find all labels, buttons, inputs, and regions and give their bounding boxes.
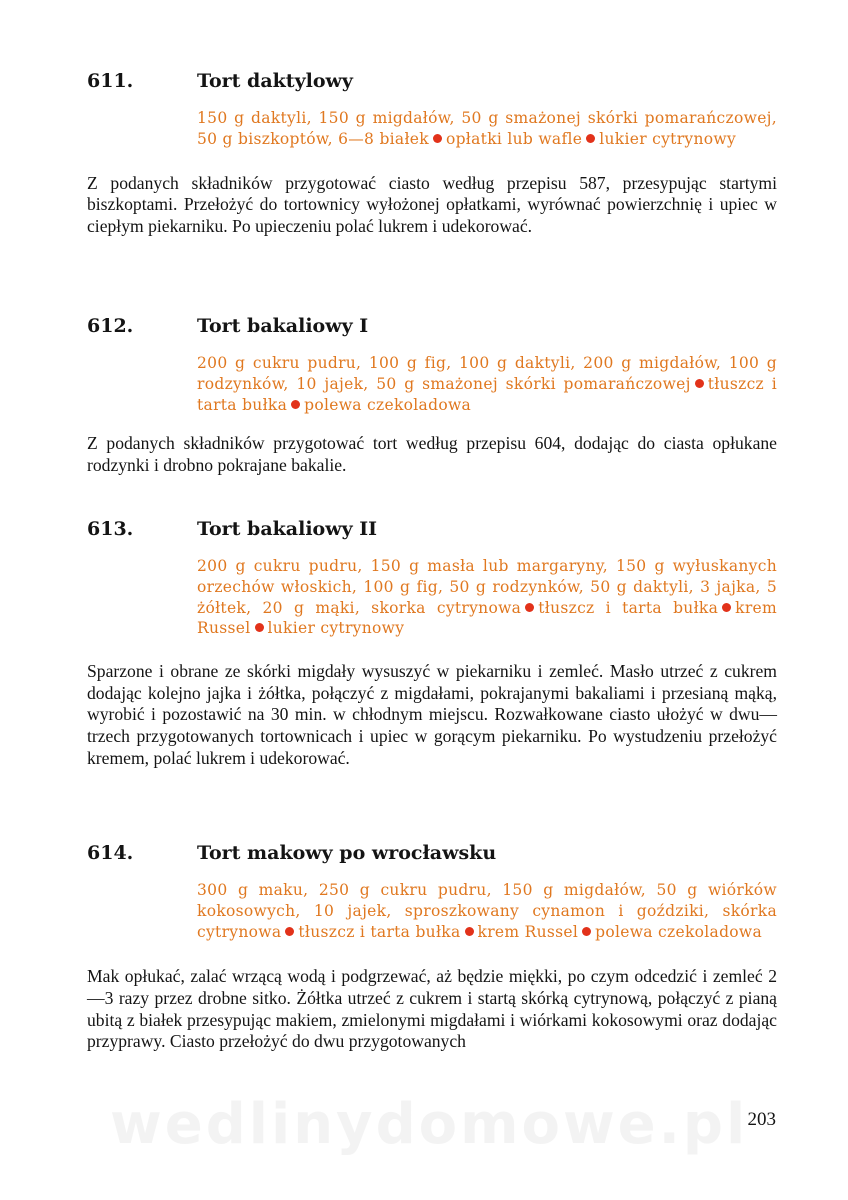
recipe-heading bbox=[87, 840, 777, 870]
bullet-icon bbox=[255, 623, 264, 632]
recipe-title: Tort bakaliowy I bbox=[197, 315, 369, 337]
bullet-icon bbox=[695, 379, 704, 388]
bullet-icon bbox=[525, 603, 534, 612]
ingredient-group: lukier cytrynowy bbox=[599, 129, 737, 148]
ingredients-list bbox=[197, 353, 777, 415]
instructions-paragraph: Z podanych składników przygotować ciasto według przepisu 587, przesypując startymi biszkoptami. Przełożyć do tortownicy wyłożonej opłatkami, wyrównać powierzchnię i upiec w ciepłym piekarniku. Po upieczeniu polać lukrem i udekorować. bbox=[87, 172, 777, 236]
bullet-icon bbox=[465, 927, 474, 936]
bullet-icon bbox=[285, 927, 294, 936]
ingredient-group: krem Russel bbox=[477, 922, 579, 941]
ingredient-group: 300 g maku, 250 g cukru pudru, 150 g migdałów, 50 g wiórków kokosowych, 10 jajek, sproszkowany cynamon i goździki, skórka cytrynowa bbox=[197, 881, 777, 941]
instructions-paragraph: Mak opłukać, zalać wrzącą wodą i podgrzewać, aż będzie miękki, po czym odcedzić i zemleć 2—3 razy przez drobne sitko. Żółtka utrzeć z cukrem i startą skórką cytrynową, połączyć z pianą ubitą z białek przesypując makiem, zmielonymi migdałami i wiórkami kokosowymi oraz dodając przyprawy. Ciasto przełożyć do dwu przygotowanych bbox=[87, 966, 777, 1052]
ingredient-group: tłuszcz i tarta bułka bbox=[298, 922, 461, 941]
ingredient-group: 200 g cukru pudru, 150 g masła lub margaryny, 150 g wyłuskanych orzechów włoskich, 100 g fig, 50 g rodzynków, 50 g daktyli, 3 jajka, 5 żółtek, 20 g mąki, skorka cytrynowa bbox=[197, 557, 777, 617]
ingredient-group: lukier cytrynowy bbox=[267, 619, 405, 638]
recipe-title: Tort daktylowy bbox=[197, 70, 353, 92]
ingredient-group: tłuszcz i tarta bułka bbox=[538, 598, 719, 617]
recipe-heading bbox=[87, 313, 777, 343]
bullet-icon bbox=[291, 400, 300, 409]
ingredient-group: polewa czekoladowa bbox=[304, 395, 472, 414]
recipe-title: Tort bakaliowy II bbox=[197, 518, 377, 540]
bullet-icon bbox=[586, 134, 595, 143]
recipe-instructions bbox=[87, 433, 777, 476]
page-number: 203 bbox=[747, 1109, 776, 1130]
recipe-number: 612. bbox=[87, 315, 134, 337]
recipe-instructions bbox=[87, 173, 777, 238]
recipe-instructions bbox=[87, 966, 777, 1052]
recipe-611 bbox=[87, 68, 777, 237]
recipe-title: Tort makowy po wrocławsku bbox=[197, 842, 497, 864]
ingredient-group: polewa czekoladowa bbox=[595, 922, 763, 941]
ingredient-group: opłatki lub wafle bbox=[445, 129, 583, 148]
recipe-612 bbox=[87, 313, 777, 477]
ingredient-group: 150 g daktyli, 150 g migdałów, 50 g smażonej skórki pomarańczowej, 50 g biszkoptów, 6—8 białek bbox=[197, 109, 777, 148]
recipe-number: 611. bbox=[87, 70, 134, 92]
ingredients-list bbox=[197, 880, 777, 942]
ingredients-list bbox=[197, 556, 777, 639]
bullet-icon bbox=[582, 927, 591, 936]
recipe-613 bbox=[87, 516, 777, 769]
recipe-614 bbox=[87, 840, 777, 1053]
recipe-heading bbox=[87, 68, 777, 98]
bullet-icon bbox=[433, 134, 442, 143]
ingredient-group: 200 g cukru pudru, 100 g fig, 100 g daktyli, 200 g migdałów, 100 g rodzynków, 10 jajek, 50 g smażonej skórki pomarańczowej bbox=[197, 354, 777, 393]
recipe-number: 614. bbox=[87, 842, 134, 864]
ingredient-group: krem Russel bbox=[197, 598, 778, 638]
recipe-number: 613. bbox=[87, 518, 134, 540]
bullet-icon bbox=[722, 603, 731, 612]
watermark: wedlinydomowe.pl bbox=[110, 1092, 749, 1157]
instructions-paragraph: Z podanych składników przygotować tort według przepisu 604, dodając do ciasta opłukane rodzynki i drobno pokrajane bakalie. bbox=[87, 433, 777, 475]
recipe-instructions bbox=[87, 661, 777, 769]
instructions-paragraph: Sparzone i obrane ze skórki migdały wysuszyć w piekarniku i zemleć. Masło utrzeć z cukrem dodając kolejno jajka i żółtka, połączyć z migdałami, pokrajanymi bakaliami i przesianą mąką, wyrobić i pozostawić na 30 min. w chłodnym miejscu. Rozwałkowane ciasto ułożyć w dwu—trzech przygotowanych tortownicach i upiec w gorącym piekarniku. Po wystudzeniu przełożyć kremem, polać lukrem i udekorować. bbox=[87, 661, 777, 768]
ingredients-list bbox=[197, 108, 777, 150]
ingredient-group: tłuszcz i tarta bułka bbox=[197, 374, 777, 414]
recipe-heading bbox=[87, 516, 777, 546]
